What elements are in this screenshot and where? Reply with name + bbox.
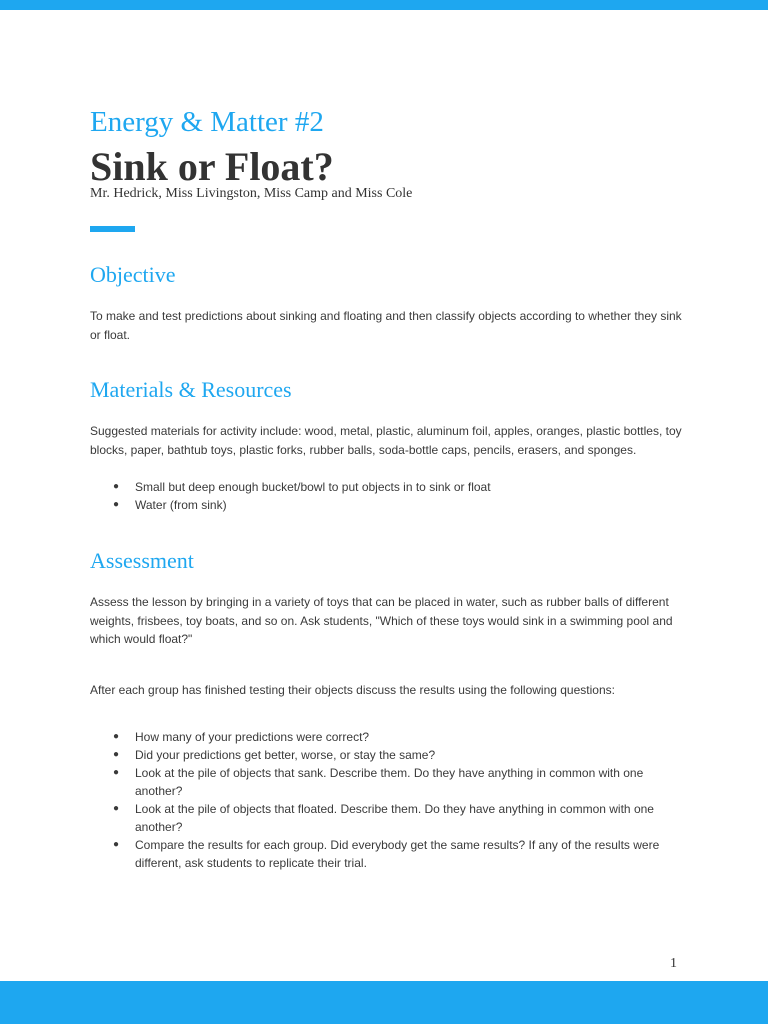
objective-text: To make and test predictions about sinking and floating and then classify objects according to whether they sink or float.: [90, 309, 682, 342]
materials-list: [90, 478, 690, 514]
objective-heading: Objective: [90, 262, 176, 287]
assessment-heading: Assessment: [90, 548, 194, 573]
page-number: 1: [670, 956, 677, 971]
list-item-text: Did your predictions get better, worse, or stay the same?: [135, 748, 436, 762]
document-title: Sink or Float?: [90, 144, 334, 189]
list-item-text: Compare the results for each group. Did everybody get the same results? If any of the results were different, ask students to replicate their trial.: [135, 838, 660, 870]
document-authors: Mr. Hedrick, Miss Livingston, Miss Camp and Miss Cole: [90, 186, 413, 201]
bullet-icon: ●: [113, 749, 120, 760]
assessment-text: Assess the lesson by bringing in a variety of toys that can be placed in water, such as rubber balls of different weights, frisbees, toy boats, and so on. Ask students, "Which of these toys would sink in a swimming pool and which would float?": [90, 595, 673, 646]
list-item-text: Water (from sink): [135, 498, 227, 512]
bullet-icon: ●: [113, 839, 120, 850]
list-item-text: Small but deep enough bucket/bowl to put objects in to sink or float: [135, 480, 491, 494]
assessment-questions-list: [90, 728, 690, 872]
materials-heading: Materials & Resources: [90, 377, 292, 402]
list-item: [90, 478, 690, 496]
list-item: [90, 764, 690, 800]
list-item-text: How many of your predictions were correct?: [135, 730, 370, 744]
document-subtitle: Energy & Matter #2: [90, 106, 324, 138]
bullet-icon: ●: [113, 767, 120, 778]
materials-text: Suggested materials for activity include: wood, metal, plastic, aluminum foil, apples, oranges, plastic bottles, toy blocks, paper, bathtub toys, plastic forks, rubber balls, soda-bottle caps, pencils, erasers, and sponges.: [90, 424, 682, 457]
list-item: [90, 728, 690, 746]
list-item-text: Look at the pile of objects that floated. Describe them. Do they have anything in common with one another?: [135, 802, 654, 834]
assessment-instructions: After each group has finished testing their objects discuss the results using the following questions:: [90, 683, 615, 697]
list-item: [90, 800, 690, 836]
bullet-icon: ●: [113, 731, 120, 742]
bullet-icon: ●: [113, 803, 120, 814]
list-item: [90, 496, 690, 514]
list-item: [90, 746, 690, 764]
bullet-icon: ●: [113, 481, 120, 492]
list-item-text: Look at the pile of objects that sank. Describe them. Do they have anything in common with one another?: [135, 766, 644, 798]
title-accent-line: [90, 226, 135, 232]
bullet-icon: ●: [113, 499, 120, 510]
top-accent-bar: [0, 0, 768, 10]
bottom-accent-bar: [0, 981, 768, 1024]
list-item: [90, 836, 690, 872]
